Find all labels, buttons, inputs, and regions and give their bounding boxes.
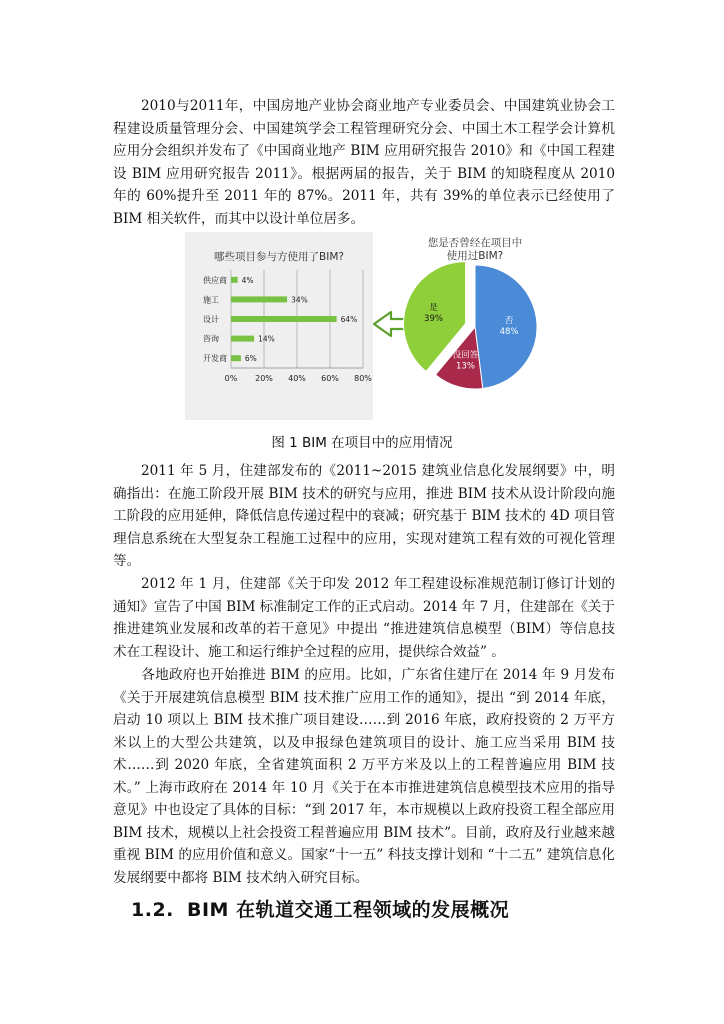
bar-0 — [231, 277, 238, 283]
paragraph-2-text: 2011 年 5 月，住建部发布的《2011~2015 建筑业信息化发展纲要》中，明确指出：在施工阶段开展 BIM 技术的研究与应用，推进 BIM 技术从设计阶段向施工阶段的应用延伸，降低信息传递过程中的衰减；研究基于 BIM 技术的 4D 项目管理信息系统在大型复杂工程施工过程中的应用，实现对建筑工程有效的可视化管理等。 — [113, 463, 615, 569]
bar-category-label: 设计 — [203, 315, 219, 324]
bar-chart-title: 哪些项目参与方使用了BIM? — [214, 251, 344, 263]
paragraph-2 — [113, 460, 615, 573]
bar-category-label: 施工 — [203, 295, 219, 305]
bar-value-label: 4% — [241, 275, 254, 285]
section-title: BIM 在轨道交通工程领域的发展概况 — [187, 899, 510, 921]
bar-xtick-label: 80% — [354, 374, 372, 383]
bar-xtick-label: 60% — [321, 374, 339, 383]
pie-chart-title-line-1: 您是否曾经在项目中 — [427, 237, 523, 249]
section-heading — [131, 895, 509, 922]
bar-xtick-label: 20% — [255, 374, 273, 383]
bar-2 — [231, 316, 337, 322]
bar-value-label: 6% — [244, 354, 257, 364]
bar-4 — [231, 355, 241, 361]
paragraph-1-text: 2010与2011年，中国房地产业协会商业地产专业委员会、中国建筑业协会工程建设质量管理分会、中国建筑学会工程管理研究分会、中国土木工程学会计算机应用分会组织并发布了《中国商业地产 BIM 应用研究报告 2010》和《中国工程建设 BIM 应用研究报告 2011》。根据两届的报告，关于 BIM 的知晓程度从 2010 年的 60%提升至 2011 年的 87%。2011 年，共有 39%的单位表示已经使用了 BIM 相关软件，而其中以设计单位居多。 — [113, 98, 615, 227]
paragraph-4 — [113, 664, 615, 889]
section-number: 1.2. — [131, 899, 174, 921]
pie-slice-label: 是 — [429, 303, 438, 314]
bar-1 — [231, 296, 287, 302]
bar-category-label: 开发商 — [203, 354, 227, 364]
bar-xtick-label: 0% — [224, 374, 238, 383]
bar-3 — [231, 336, 254, 342]
pie-slice-value: 13% — [456, 361, 475, 372]
bar-category-label: 供应商 — [203, 275, 227, 285]
figure-caption: 图 1 BIM 在项目中的应用情况 — [271, 435, 453, 451]
paragraph-4-text: 各地政府也开始推进 BIM 的应用。比如，广东省住建厅在 2014 年 9 月发布《关于开展建筑信息模型 BIM 技术推广应用工作的通知》，提出 “到 2014 年底，启动 10 项以上 BIM 技术推广项目建设……到 2016 年底，政府投资的 2 万平方米以上的大型公共建筑，以及申报绿色建筑项目的设计、施工应当采用 BIM 技术……到 2020 年底，全省建筑面积 2 万平方米及以上的工程普遍应用 BIM 技术。” 上海市政府在 2014 年 10 月《关于在本市推进建筑信息模型技术应用的指导意见》中也设定了具体的目标：“到 2017 年，本市规模以上政府投资工程全部应用 BIM 技术，规模以上社会投资工程普遍应用 BIM 技术”。目前，政府及行业越来越重视 BIM 的应用价值和意义。国家“十一五” 科技支撑计划和 “十二五” 建筑信息化发展纲要中都将 BIM 技术纳入研究目标。 — [113, 667, 615, 886]
pie-slice-label: 没回答 — [452, 350, 479, 361]
paragraph-1 — [113, 95, 615, 230]
paragraph-3-text: 2012 年 1 月，住建部《关于印发 2012 年工程建设标准规范制订修订计划的通知》宣告了中国 BIM 标准制定工作的正式启动。2014 年 7 月，住建部在《关于推进建筑业发展和改革的若干意见》中提出 “推进建筑信息模型（BIM）等信息技术在工程设计、施工和运行维护全过程的应用，提供综合效益” 。 — [113, 576, 615, 660]
bar-category-label: 咨询 — [203, 334, 219, 344]
bar-value-label: 64% — [340, 315, 358, 324]
left-arrow-icon — [374, 312, 407, 336]
bar-xtick-label: 40% — [288, 374, 306, 383]
pie-slice-value: 39% — [424, 314, 443, 325]
pie-slice-value: 48% — [499, 326, 519, 337]
pie-slice-label: 否 — [504, 315, 514, 326]
bar-value-label: 34% — [291, 295, 308, 305]
bim-usage-charts — [185, 232, 547, 420]
figure-bim-usage — [185, 232, 547, 420]
paragraph-3 — [113, 573, 615, 663]
bar-value-label: 14% — [258, 334, 275, 344]
pie-chart-title-line-2: 使用过BIM? — [446, 250, 504, 262]
